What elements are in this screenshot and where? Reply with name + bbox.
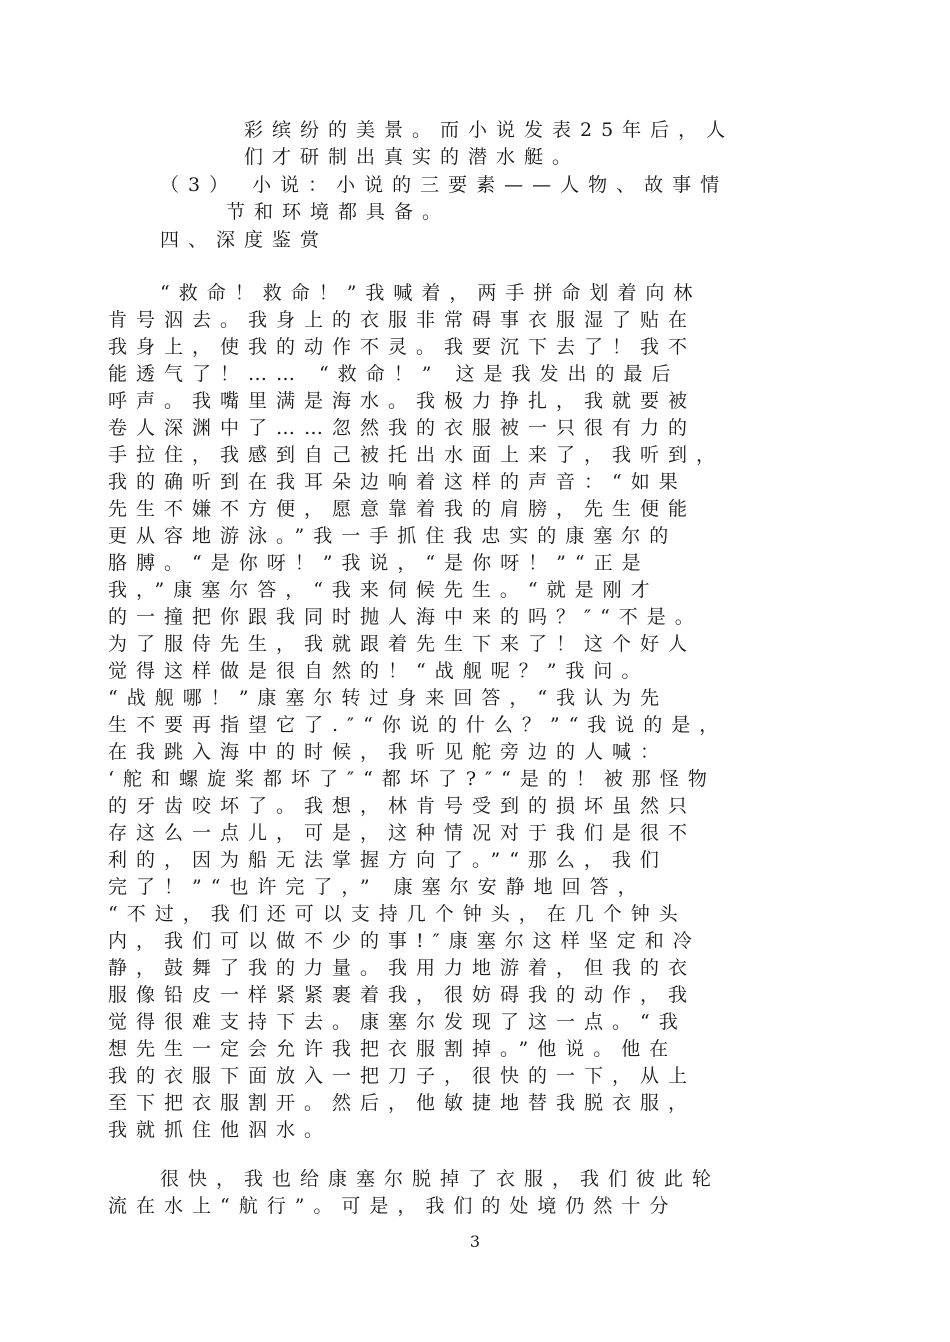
passage-line: 为了服侍先生，我就跟着先生下来了！这个好人 (108, 633, 697, 655)
passage-line: 存这么一点儿，可是，这种情况对于我们是很不 (108, 822, 697, 844)
passage-line: 我的确听到在我耳朵边响着这样的声音：“如果 (108, 471, 687, 493)
passage-line: 在我跳入海中的时候，我听见舵旁边的人喊： (108, 741, 669, 763)
outline-item2-line1: 彩缤纷的美景。而小说发表25年后，人 (244, 119, 735, 141)
page-number: 3 (469, 1232, 481, 1251)
passage-line: 静，鼓舞了我的力量。我用力地游着，但我的衣 (108, 957, 697, 979)
passage-line: 流在水上“航行”。可是，我们的处境仍然十分 (108, 1195, 678, 1217)
passage-line: 内，我们可以做不少的事!″康塞尔这样坚定和冷 (108, 930, 701, 952)
passage-line: 至下把衣服割开。然后，他敏捷地替我脱衣服， (108, 1092, 697, 1114)
passage-line: 生不要再指望它了.″“你说的什么？”“我说的是， (108, 714, 728, 736)
section-heading: 四、深度鉴赏 (160, 229, 329, 251)
passage-line: 呼声。我嘴里满是海水。我极力挣扎，我就要被 (108, 390, 697, 412)
passage-line: 的一撞把你跟我同时抛人海中来的吗？″“不是。 (108, 606, 703, 628)
passage-line: 肯号泅去。我身上的衣服非常碍事衣服湿了贴在 (108, 309, 697, 331)
passage-line: 我，”康塞尔答，“我来伺候先生。“就是刚才 (108, 579, 659, 601)
passage-line: 完了！”“也许完了，” 康塞尔安静地回答， (108, 876, 646, 898)
passage-line: 我的衣服下面放入一把刀子，很快的一下，从上 (108, 1065, 697, 1087)
passage-line: 先生不嫌不方便，愿意靠着我的肩膀，先生便能 (108, 498, 697, 520)
passage-line: “战舰哪！”康塞尔转过身来回答，“我认为先 (108, 687, 669, 709)
passage-line: 更从容地游泳。”我一手抓住我忠实的康塞尔的 (108, 525, 678, 547)
outline-item3-line2: 节和环境都具备。 (226, 201, 451, 223)
passage-line: 很快，我也给康塞尔脱掉了衣服，我们彼此轮 (160, 1168, 721, 1190)
passage-line: 觉得这样做是很自然的！“战舰呢？”我问。 (108, 660, 650, 682)
passage-line: 的牙齿咬坏了。我想，林肯号受到的损坏虽然只 (108, 795, 697, 817)
passage-line: 我就抓住他泅水。 (108, 1119, 333, 1141)
outline-item3-line1: （3） 小说：小说的三要素——人物、故事情 (160, 174, 729, 196)
passage-line: “不过，我们还可以支持几个钟头，在几个钟头 (108, 903, 687, 925)
passage-line: 胳膊。“是你呀！”我说，“是你呀！”“正是 (108, 552, 650, 574)
passage-line: 觉得很难支持下去。康塞尔发现了这一点。“我 (108, 1011, 687, 1033)
passage-line: 想先生一定会允许我把衣服割掉。”他说。他在 (108, 1038, 678, 1060)
passage-line: 服像铅皮一样紧紧裹着我，很妨碍我的动作，我 (108, 984, 697, 1006)
passage-line: “救命！救命！”我喊着，两手拼命划着向林 (160, 282, 702, 304)
passage-line: 我身上，使我的动作不灵。我要沉下去了！我不 (108, 336, 697, 358)
passage-line: 利的，因为船无法掌握方向了。”“那么，我们 (108, 849, 668, 871)
passage-line: 卷人深渊中了……忽然我的衣服被一只很有力的 (108, 417, 697, 439)
passage-line: 手拉住，我感到自己被托出水面上来了，我听到， (108, 444, 725, 466)
passage-line: ‘舵和螺旋桨都坏了″“都坏了?″“是的！被那怪物 (108, 768, 716, 790)
passage-line: 能透气了！…… “救命！” 这是我发出的最后 (108, 363, 680, 385)
outline-item2-line2: 们才研制出真实的潜水艇。 (244, 146, 581, 168)
